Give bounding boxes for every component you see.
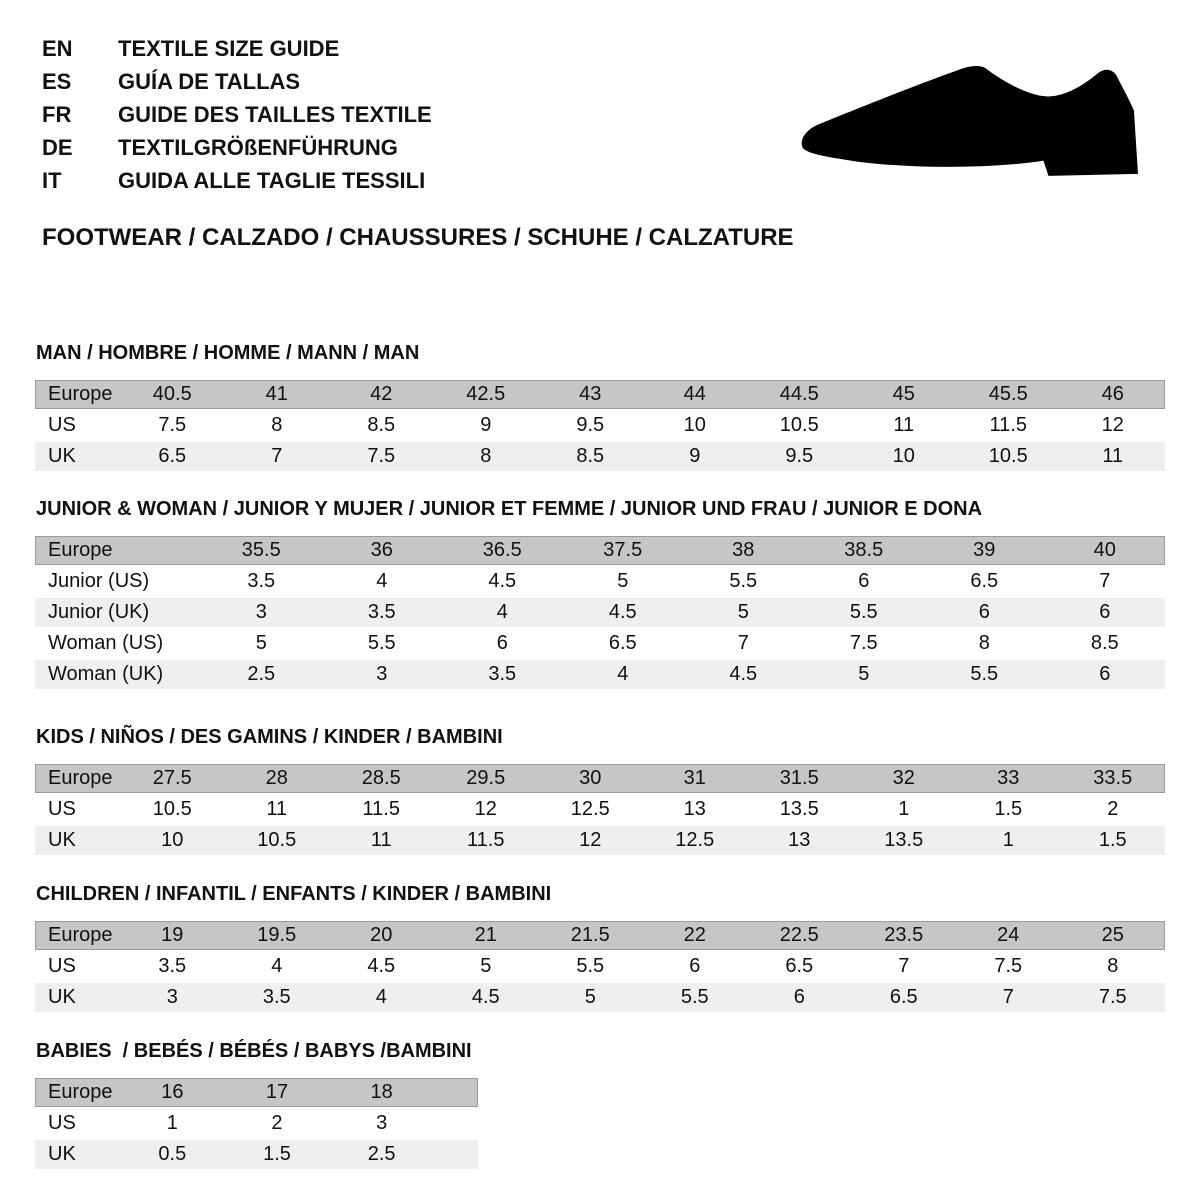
table-row [35,567,1165,596]
size-value-cell: 8 [1107,955,1119,977]
size-row-label: US [48,1112,76,1134]
size-value-cell: 6 [689,955,701,977]
size-row-label: UK [48,445,76,467]
table-row [35,826,1165,855]
dress-shoe-icon [799,63,1141,185]
size-value-cell: 6.5 [889,986,918,1008]
size-value-cell: 10.5 [257,829,297,851]
size-value-cell: 18 [370,1081,393,1103]
size-value-cell: 10.5 [779,414,819,436]
size-value-cell: 4.5 [367,955,396,977]
junior-size-table [35,536,1165,689]
children-size-table [35,921,1165,1012]
size-value-cell: 4 [271,955,283,977]
size-value-cell: 12 [474,798,497,820]
size-value-cell: 6 [1099,663,1111,685]
size-value-cell: 6 [1099,601,1111,623]
size-value-cell: 11 [1102,445,1124,467]
size-value-cell: 8 [271,414,283,436]
size-value-cell: 36 [370,539,393,561]
size-value-cell: 7 [1099,570,1111,592]
size-row-label: Europe [48,924,113,946]
table-row [35,380,1165,409]
size-value-cell: 2 [1107,798,1119,820]
size-value-cell: 6.5 [970,570,999,592]
table-row [35,442,1165,471]
size-value-cell: 4.5 [471,986,500,1008]
size-value-cell: 10.5 [152,798,192,820]
size-value-cell: 13 [788,829,811,851]
size-value-cell: 28 [265,767,288,789]
size-value-cell: 1 [166,1112,178,1134]
size-value-cell: 17 [265,1081,289,1103]
size-table-section-junior [35,498,1165,691]
size-value-cell: 12.5 [570,798,610,820]
language-header [42,32,432,197]
size-value-cell: 3.5 [488,663,517,685]
size-value-cell: 40.5 [152,383,192,405]
table-row [35,629,1165,658]
size-row-label: UK [48,829,76,851]
size-value-cell: 5.5 [970,663,999,685]
size-value-cell: 30 [579,767,602,789]
size-value-cell: 7 [1002,986,1014,1008]
language-line [42,32,432,65]
size-value-cell: 5 [480,955,492,977]
size-value-cell: 6.5 [608,632,637,654]
size-table-section-kids [35,726,1165,857]
table-row [35,411,1165,440]
size-value-cell: 1.5 [1098,829,1127,851]
language-code: FR [42,101,72,127]
size-value-cell: 7 [271,445,283,467]
size-value-cell: 44.5 [779,383,819,405]
size-value-cell: 3 [376,1112,388,1134]
language-code: IT [42,167,62,193]
size-value-cell: 40 [1093,539,1116,561]
size-value-cell: 39 [973,539,996,561]
size-value-cell: 3.5 [262,986,291,1008]
size-value-cell: 5.5 [849,601,878,623]
size-value-cell: 37.5 [603,539,643,561]
table-row [35,660,1165,689]
size-value-cell: 4 [617,663,629,685]
size-value-cell: 6.5 [158,445,187,467]
size-value-cell: 1.5 [994,798,1023,820]
language-line [42,164,432,197]
size-value-cell: 13.5 [884,829,924,851]
category-heading: FOOTWEAR / CALZADO / CHAUSSURES / SCHUHE / CALZATURE [42,224,794,251]
size-value-cell: 22.5 [779,924,819,946]
size-value-cell: 6 [793,986,805,1008]
size-value-cell: 13 [683,798,706,820]
size-value-cell: 6.5 [785,955,814,977]
size-row-label: Europe [48,767,113,789]
size-value-cell: 12 [1101,414,1124,436]
size-value-cell: 4 [496,601,508,623]
size-value-cell: 5.5 [729,570,758,592]
table-row [35,952,1165,981]
babies-size-table [35,1078,478,1169]
size-value-cell: 7.5 [1098,986,1127,1008]
size-value-cell: 23.5 [884,924,924,946]
kids-table-title: KIDS / NIÑOS / DES GAMINS / KINDER / BAMBINI [36,726,503,748]
size-value-cell: 38 [732,539,755,561]
size-value-cell: 3.5 [247,570,276,592]
language-code: EN [42,35,73,61]
size-row-label: US [48,414,76,436]
size-value-cell: 21 [474,924,497,946]
table-row [35,1078,478,1107]
language-line [42,65,432,98]
size-value-cell: 8 [978,632,990,654]
size-value-cell: 33.5 [1093,767,1133,789]
size-value-cell: 0.5 [158,1143,187,1165]
size-value-cell: 2.5 [367,1143,396,1165]
children-table-title: CHILDREN / INFANTIL / ENFANTS / KINDER / BAMBINI [36,883,552,905]
size-value-cell: 5.5 [367,632,396,654]
size-value-cell: 1.5 [263,1143,291,1165]
size-value-cell: 3.5 [158,955,187,977]
size-value-cell: 8.5 [576,445,605,467]
size-row-label: Woman (UK) [48,663,164,685]
size-value-cell: 9.5 [785,445,814,467]
size-row-label: US [48,955,76,977]
table-row [35,764,1165,793]
guide-title: TEXTILGRÖßENFÜHRUNG [118,134,398,160]
table-row [35,536,1165,565]
size-value-cell: 16 [161,1081,184,1103]
size-value-cell: 2.5 [247,663,276,685]
size-value-cell: 19 [161,924,184,946]
guide-title: GUÍA DE TALLAS [118,68,301,94]
size-value-cell: 5.5 [680,986,709,1008]
size-value-cell: 10 [161,829,184,851]
man-size-table [35,380,1165,471]
size-value-cell: 4.5 [729,663,758,685]
size-value-cell: 7 [737,632,749,654]
size-row-label: US [48,798,76,820]
table-row [35,983,1165,1012]
size-value-cell: 11 [893,414,915,436]
kids-size-table [35,764,1165,855]
size-value-cell: 38.5 [844,539,884,561]
size-value-cell: 28.5 [361,767,401,789]
size-value-cell: 42.5 [466,383,506,405]
size-value-cell: 7.5 [367,445,396,467]
size-value-cell: 24 [997,924,1020,946]
size-value-cell: 19.5 [257,924,297,946]
size-value-cell: 5 [737,601,749,623]
guide-title: GUIDA ALLE TAGLIE TESSILI [118,167,426,193]
size-value-cell: 9.5 [576,414,605,436]
size-table-section-babies [35,1040,478,1171]
table-row [35,1109,478,1138]
man-table-title: MAN / HOMBRE / HOMME / MANN / MAN [36,342,420,364]
size-value-cell: 12 [579,829,602,851]
size-value-cell: 31.5 [779,767,819,789]
size-value-cell: 9 [689,445,701,467]
size-value-cell: 5 [584,986,596,1008]
size-value-cell: 6 [858,570,870,592]
size-value-cell: 7 [898,955,910,977]
size-value-cell: 41 [265,383,288,405]
size-value-cell: 6 [496,632,508,654]
size-value-cell: 43 [579,383,602,405]
size-value-cell: 45 [892,383,915,405]
size-value-cell: 7.5 [158,414,187,436]
size-row-label: Woman (US) [48,632,164,654]
size-value-cell: 22 [683,924,706,946]
size-row-label: Europe [48,539,113,561]
babies-table-title: BABIES / BEBÉS / BÉBÉS / BABYS /BAMBINI [36,1040,472,1062]
size-value-cell: 11 [266,798,288,820]
guide-title: TEXTILE SIZE GUIDE [118,35,340,61]
size-row-label: UK [48,1143,76,1165]
size-value-cell: 29.5 [466,767,506,789]
size-value-cell: 7.5 [994,955,1023,977]
size-value-cell: 10.5 [988,445,1028,467]
size-value-cell: 5.5 [576,955,605,977]
size-value-cell: 1 [898,798,910,820]
size-value-cell: 21.5 [570,924,610,946]
size-value-cell: 8.5 [367,414,396,436]
size-value-cell: 4.5 [608,601,637,623]
size-value-cell: 32 [892,767,915,789]
size-value-cell: 5 [858,663,870,685]
size-value-cell: 45.5 [988,383,1028,405]
size-value-cell: 3.5 [367,601,396,623]
size-value-cell: 4 [375,986,387,1008]
table-row [35,795,1165,824]
size-value-cell: 9 [480,414,492,436]
size-value-cell: 8.5 [1090,632,1119,654]
size-value-cell: 7.5 [849,632,878,654]
size-value-cell: 3 [166,986,178,1008]
size-value-cell: 4 [376,570,388,592]
size-value-cell: 3 [255,601,267,623]
size-row-label: UK [48,986,76,1008]
size-value-cell: 44 [683,383,706,405]
guide-title: GUIDE DES TAILLES TEXTILE [118,101,432,127]
size-value-cell: 8 [480,445,492,467]
table-row [35,1140,478,1169]
size-value-cell: 31 [683,767,706,789]
language-line [42,98,432,131]
size-value-cell: 11.5 [467,829,505,851]
size-value-cell: 20 [370,924,393,946]
language-line [42,131,432,164]
size-row-label: Junior (UK) [48,601,150,623]
language-code: ES [42,68,72,94]
size-value-cell: 27.5 [152,767,192,789]
size-row-label: Junior (US) [48,570,150,592]
table-row [35,598,1165,627]
size-value-cell: 5 [617,570,629,592]
size-value-cell: 12.5 [675,829,715,851]
size-table-section-children [35,883,1165,1014]
size-value-cell: 3 [376,663,388,685]
language-code: DE [42,134,73,160]
size-value-cell: 10 [892,445,915,467]
size-value-cell: 46 [1101,383,1124,405]
size-value-cell: 11 [370,829,392,851]
size-value-cell: 10 [683,414,706,436]
size-value-cell: 4.5 [488,570,517,592]
size-table-section-man [35,342,1165,473]
size-value-cell: 1 [1002,829,1014,851]
size-value-cell: 42 [370,383,393,405]
table-row [35,921,1165,950]
size-value-cell: 11.5 [989,414,1027,436]
junior-table-title: JUNIOR & WOMAN / JUNIOR Y MUJER / JUNIOR ET FEMME / JUNIOR UND FRAU / JUNIOR E DONA [36,498,983,520]
size-value-cell: 36.5 [482,539,522,561]
size-value-cell: 11.5 [362,798,400,820]
size-value-cell: 6 [978,601,990,623]
size-value-cell: 13.5 [779,798,819,820]
size-value-cell: 2 [271,1112,283,1134]
size-row-label: Europe [48,1081,113,1103]
size-value-cell: 25 [1101,924,1124,946]
size-value-cell: 5 [255,632,267,654]
size-value-cell: 33 [997,767,1020,789]
size-value-cell: 35.5 [241,539,281,561]
size-row-label: Europe [48,383,113,405]
